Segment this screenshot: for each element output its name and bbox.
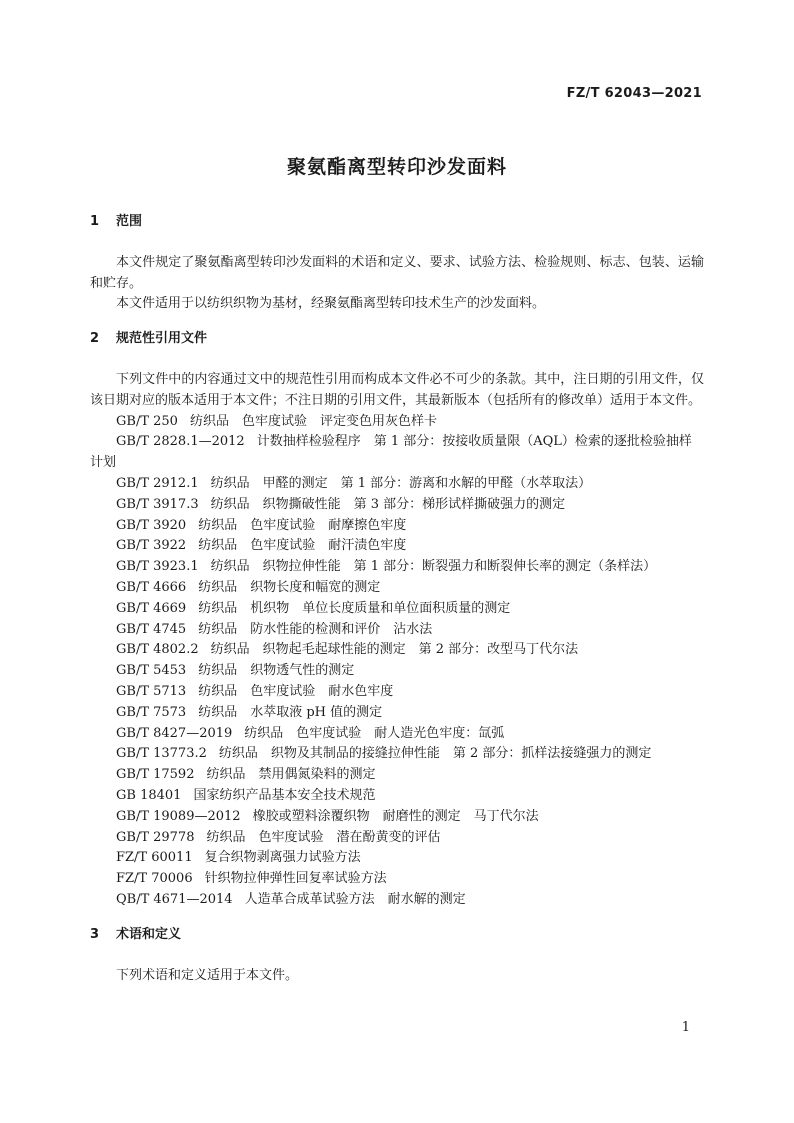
reference-item (90, 536, 704, 557)
reference-code: GB/T 3923.1 (116, 559, 199, 575)
reference-code: GB/T 8427—2019 (116, 725, 233, 741)
reference-title: 纺织品 织物拉伸性能 第 1 部分：断裂强力和断裂伸长率的测定（条样法） (210, 559, 657, 575)
reference-title: 国家纺织产品基本安全技术规范 (193, 787, 376, 803)
reference-item (90, 495, 704, 516)
reference-item (90, 661, 704, 682)
reference-code: FZ/T 60011 (116, 850, 193, 866)
reference-title: 纺织品 织物撕破性能 第 3 部分：梯形试样撕破强力的测定 (210, 496, 566, 512)
reference-item (90, 516, 704, 537)
reference-title: 复合织物剥离强力试验方法 (204, 850, 361, 866)
reference-code: GB 18401 (116, 787, 182, 803)
reference-code: GB/T 4745 (116, 621, 187, 637)
reference-code: GB/T 5713 (116, 683, 187, 699)
reference-code: GB/T 5453 (116, 663, 187, 679)
document-body (90, 212, 704, 986)
section-heading-scope (90, 212, 704, 233)
reference-title: 纺织品 色牢度试验 耐水色牢度 (198, 683, 394, 699)
section-heading-terms-definitions (90, 925, 704, 946)
reference-code: GB/T 4669 (116, 600, 187, 616)
reference-title: 纺织品 织物起毛起球性能的测定 第 2 部分：改型马丁代尔法 (210, 642, 579, 658)
section-number: 2 (90, 331, 100, 347)
reference-title: 橡胶或塑料涂覆织物 耐磨性的测定 马丁代尔法 (252, 808, 539, 824)
reference-code: GB/T 4666 (116, 579, 187, 595)
reference-code: GB/T 7573 (116, 704, 187, 720)
reference-code: GB/T 2912.1 (116, 475, 199, 491)
document-code: FZ/T 62043—2021 (566, 86, 702, 101)
reference-list (90, 412, 704, 911)
section-title: 规范性引用文件 (116, 331, 208, 347)
reference-title: 纺织品 水萃取液 pH 值的测定 (198, 704, 383, 720)
reference-title: 纺织品 织物透气性的测定 (198, 663, 355, 679)
reference-title: 纺织品 色牢度试验 耐摩擦色牢度 (198, 517, 407, 533)
paragraph: 下列术语和定义适用于本文件。 (116, 967, 299, 983)
reference-title: 计数抽样检验程序 第 1 部分：按接收质量限（AQL）检索的逐批检验抽样计划 (90, 434, 692, 471)
page-number: 1 (681, 1020, 690, 1035)
reference-title: 人造革合成革试验方法 耐水解的测定 (244, 891, 466, 907)
section-title: 范围 (116, 214, 143, 229)
reference-item (90, 412, 704, 433)
reference-title: 纺织品 色牢度试验 评定变色用灰色样卡 (189, 413, 437, 429)
reference-code: GB/T 3920 (116, 517, 187, 533)
reference-item (90, 765, 704, 786)
reference-code: GB/T 3917.3 (116, 496, 199, 512)
reference-item (90, 744, 704, 765)
reference-title: 纺织品 防水性能的检测和评价 沾水法 (198, 621, 433, 637)
reference-item (90, 848, 704, 869)
reference-code: FZ/T 70006 (116, 871, 193, 887)
reference-code: GB/T 29778 (116, 829, 195, 845)
reference-item (90, 786, 704, 807)
reference-item (90, 432, 704, 474)
reference-code: GB/T 3922 (116, 538, 187, 554)
reference-title: 针织物拉伸弹性回复率试验方法 (204, 871, 387, 887)
reference-item (90, 807, 704, 828)
reference-item (90, 869, 704, 890)
reference-code: GB/T 250 (116, 413, 178, 429)
reference-code: GB/T 17592 (116, 767, 195, 783)
reference-title: 纺织品 色牢度试验 耐人造光色牢度：氙弧 (244, 725, 505, 741)
reference-title: 纺织品 色牢度试验 潜在酚黄变的评估 (206, 829, 441, 845)
reference-item (90, 620, 704, 641)
reference-item (90, 828, 704, 849)
section-number: 3 (90, 926, 100, 942)
reference-item (90, 682, 704, 703)
reference-title: 纺织品 机织物 单位长度质量和单位面积质量的测定 (198, 600, 511, 616)
paragraph: 下列文件中的内容通过文中的规范性引用而构成本文件必不可少的条款。其中，注日期的引用文件，仅该日期对应的版本适用于本文件；不注日期的引用文件，其最新版本（包括所有的修改单）适用于本文件。 (90, 371, 704, 408)
reference-title: 纺织品 织物及其制品的接缝拉伸性能 第 2 部分：抓样法接缝强力的测定 (218, 746, 652, 762)
paragraph: 本文件规定了聚氨酯离型转印沙发面料的术语和定义、要求、试验方法、检验规则、标志、包装、运输和贮存。 (90, 254, 704, 291)
reference-item (90, 578, 704, 599)
section-number: 1 (90, 214, 100, 229)
reference-item (90, 474, 704, 495)
reference-item (90, 890, 704, 911)
reference-code: QB/T 4671—2014 (116, 891, 233, 907)
section-title: 术语和定义 (116, 926, 182, 942)
section-heading-normative-references (90, 329, 704, 350)
reference-code: GB/T 13773.2 (116, 746, 207, 762)
reference-item (90, 724, 704, 745)
reference-title: 纺织品 禁用偶氮染料的测定 (206, 767, 376, 783)
reference-item (90, 703, 704, 724)
reference-code: GB/T 4802.2 (116, 642, 199, 658)
paragraph: 本文件适用于以纺织织物为基材，经聚氨酯离型转印技术生产的沙发面料。 (116, 296, 546, 312)
reference-title: 纺织品 色牢度试验 耐汗渍色牢度 (198, 538, 407, 554)
document-title: 聚氨酯离型转印沙发面料 (286, 156, 507, 178)
reference-item (90, 599, 704, 620)
reference-code: GB/T 2828.1—2012 (116, 434, 245, 450)
reference-item (90, 557, 704, 578)
reference-title: 纺织品 甲醛的测定 第 1 部分：游离和水解的甲醛（水萃取法） (210, 475, 592, 491)
reference-code: GB/T 19089—2012 (116, 808, 241, 824)
reference-title: 纺织品 织物长度和幅宽的测定 (198, 579, 381, 595)
reference-item (90, 640, 704, 661)
